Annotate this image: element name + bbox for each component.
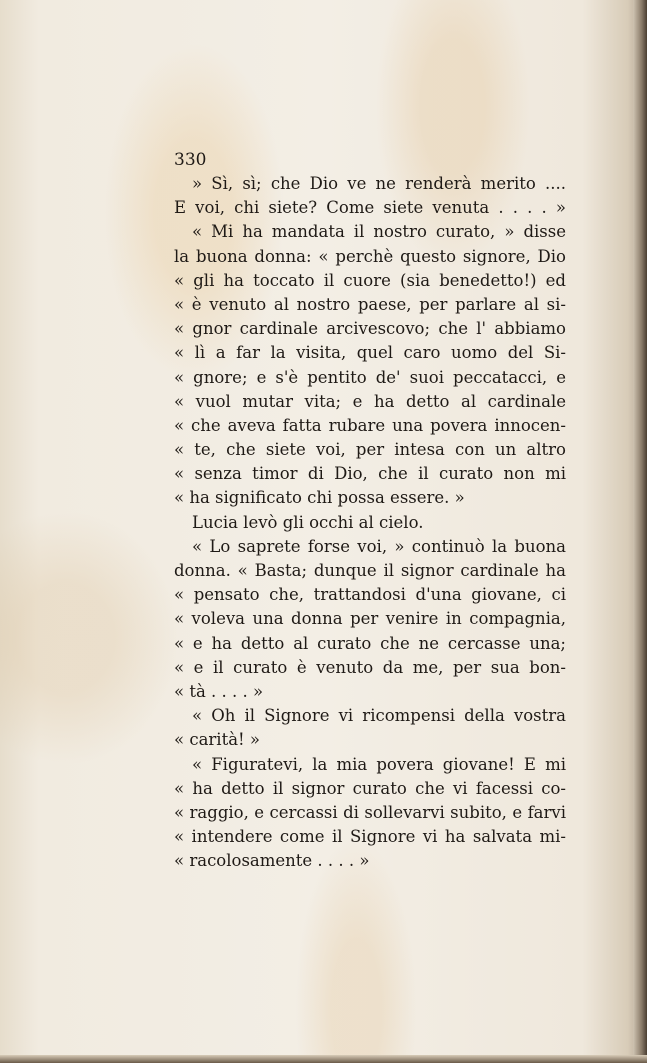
page-number: 330 [174,150,207,170]
text-line: « gnor cardinale arcivescovo; che l' abbiamo [174,319,566,339]
text-line: « raggio, e cercassi di sollevarvi subito, e farvi [174,802,566,822]
text-line: « tà . . . . » [174,681,264,701]
page-text-block [174,148,566,873]
text-line: la buona donna: « perchè questo signore, Dio [174,246,566,266]
text-line: « gnore; e s'è pentito de' suoi peccatacci, e [174,367,566,387]
text-line: « è venuto al nostro paese, per parlare al si- [174,294,566,314]
text-line: « te, che siete voi, per intesa con un altro [174,440,566,460]
text-line: « che aveva fatta rubare una povera innocen- [174,415,566,435]
text-line: » Sì, sì; che Dio ve ne renderà merito .... [192,174,566,193]
text-line: « Lo saprete forse voi, » continuò la buona [192,536,566,556]
text-line: « carità! » [174,730,261,750]
text-line: « ha significato chi possa essere. » [174,488,465,508]
text-line: donna. « Basta; dunque il signor cardinale ha [174,561,566,580]
text-line: « intendere come il Signore vi ha salvata mi- [174,827,566,847]
text-line: E voi, chi siete? Come siete venuta . . . . » [174,198,566,218]
text-line: « Oh il Signore vi ricompensi della vostra [192,706,566,726]
text-line: « ha detto il signor curato che vi facessi co- [174,778,566,798]
text-line: « e ha detto al curato che ne cercasse una; [174,633,566,653]
text-line: « gli ha toccato il cuore (sia benedetto!) ed [174,270,566,290]
text-line: « vuol mutar vita; e ha detto al cardinale [174,391,566,411]
text-line: « Figuratevi, la mia povera giovane! E mi [192,754,566,774]
text-line: « Mi ha mandata il nostro curato, » disse [192,222,566,242]
text-line: « e il curato è venuto da me, per sua bon- [174,657,566,677]
text-line: Lucia levò gli occhi al cielo. [192,512,424,532]
text-line: « senza timor di Dio, che il curato non mi [174,464,566,484]
page-bottom-edge [0,1055,647,1063]
text-line: « lì a far la visita, quel caro uomo del Si- [174,343,566,363]
text-line: « racolosamente . . . . » [174,851,370,871]
page-edge [633,0,647,1063]
text-line: « voleva una donna per venire in compagnia, [174,609,566,629]
text-line: « pensato che, trattandosi d'una giovane, ci [174,585,566,605]
